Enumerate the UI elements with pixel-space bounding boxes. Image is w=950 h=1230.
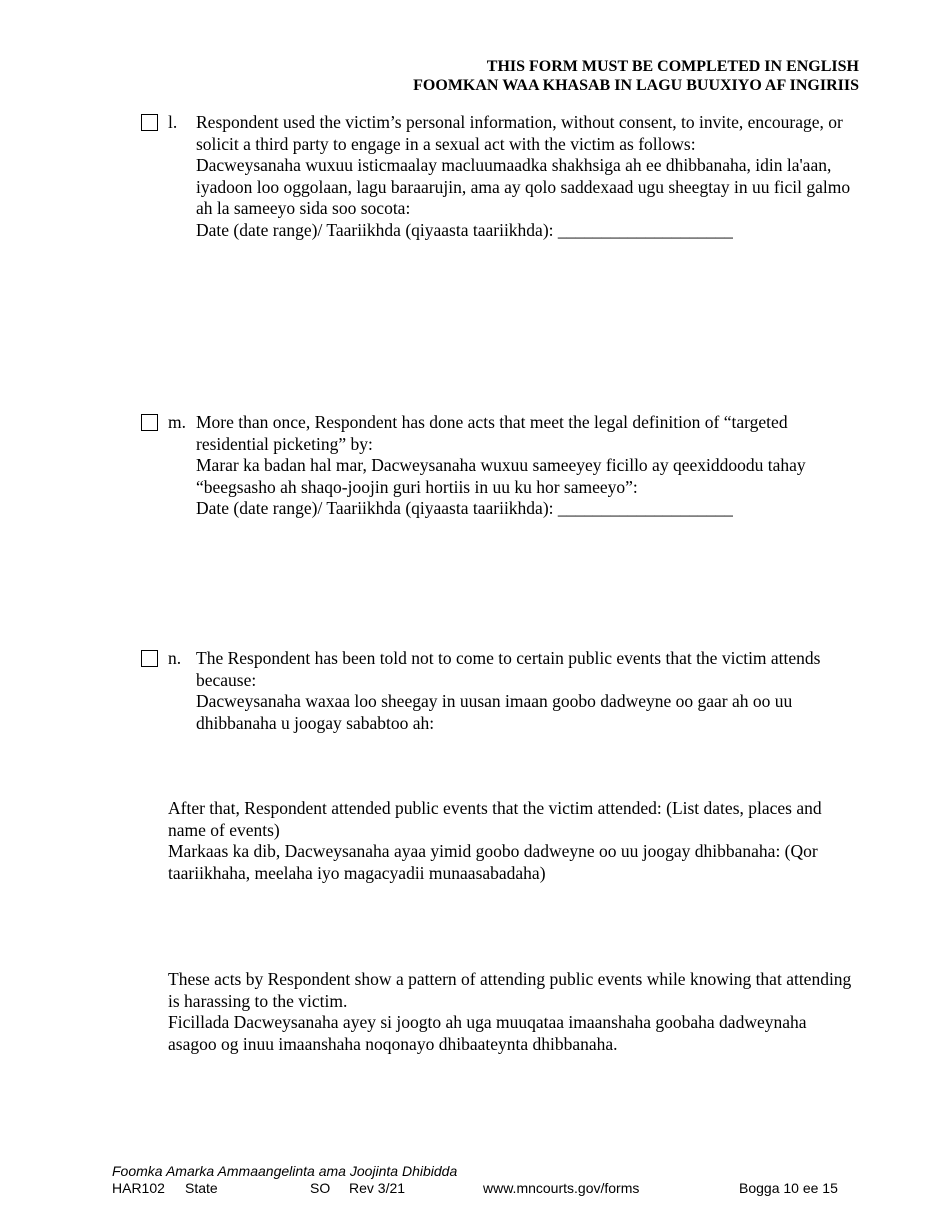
after-events-paragraph	[168, 798, 858, 884]
footer-meta-row	[112, 1180, 852, 1197]
item-n-english: The Respondent has been told not to come to certain public events that the victim attends because:	[196, 648, 821, 690]
after-events-english: After that, Respondent attended public events that the victim attended: (List dates, places and name of events)	[168, 798, 822, 840]
header-somali-notice: FOOMKAN WAA KHASAB IN LAGU BUUXIYO AF INGIRIIS	[413, 77, 859, 94]
item-m-letter: m.	[168, 412, 186, 432]
form-header	[413, 57, 859, 95]
item-l-somali: Dacweysanaha wuxuu isticmaalay macluumaadka shakhsiga ah ee dhibbanaha, idin la'aan, iyadoon loo oggolaan, lagu baraarujin, ama ay qolo saddexaad ugu sheegtay in uu ficil galmo ah la sameeyo sida soo socota:	[196, 155, 851, 218]
item-l-letter: l.	[168, 112, 178, 132]
item-m-checkbox[interactable]	[141, 414, 158, 431]
item-m-text	[196, 412, 856, 520]
footer-jurisdiction: State	[185, 1180, 218, 1196]
pattern-somali: Ficillada Dacweysanaha ayey si joogto ah uga muuqataa imaanshaha goobaha dadweynaha asagoo og inuu imaanshaha noqonayo dhibaateynta dhibbanaha.	[168, 1012, 807, 1054]
item-n-text	[196, 648, 856, 734]
item-m-somali: Marar ka badan hal mar, Dacweysanaha wuxuu sameeyey ficillo ay qeexiddoodu tahay “beegsasho ah shaqo-joojin guri hortiis in uu ku hor sameeyo”:	[196, 455, 806, 497]
item-m-date-field[interactable]: Date (date range)/ Taariikhda (qiyaasta taariikhda): ____________________	[196, 498, 733, 518]
footer-revision: Rev 3/21	[349, 1180, 406, 1196]
item-m-english: More than once, Respondent has done acts that meet the legal definition of “targeted residential picketing” by:	[196, 412, 788, 454]
item-n-checkbox[interactable]	[141, 650, 158, 667]
footer-form-code: HAR102	[112, 1180, 165, 1196]
footer-page-number: Bogga 10 ee 15	[739, 1180, 838, 1196]
item-l-checkbox[interactable]	[141, 114, 158, 131]
footer-url[interactable]: www.mncourts.gov/forms	[483, 1180, 640, 1196]
item-l-text	[196, 112, 856, 241]
header-english-notice: THIS FORM MUST BE COMPLETED IN ENGLISH	[486, 58, 859, 75]
footer-form-title: Foomka Amarka Ammaangelinta ama Joojinta Dhibidda	[112, 1163, 458, 1179]
pattern-paragraph	[168, 969, 858, 1055]
item-l-date-field[interactable]: Date (date range)/ Taariikhda (qiyaasta taariikhda): ____________________	[196, 219, 733, 240]
page-footer	[112, 1163, 852, 1197]
item-l-english: Respondent used the victim’s personal information, without consent, to invite, encourage, or solicit a third party to engage in a sexual act with the victim as follows:	[196, 112, 843, 154]
pattern-english: These acts by Respondent show a pattern of attending public events while knowing that attending is harassing to the victim.	[168, 969, 852, 1011]
item-n-somali: Dacweysanaha waxaa loo sheegay in uusan imaan goobo dadweyne oo gaar ah oo uu dhibbanaha u joogay sababtoo ah:	[196, 691, 793, 733]
footer-language: SO	[310, 1180, 331, 1196]
item-n-letter: n.	[168, 648, 182, 668]
after-events-somali: Markaas ka dib, Dacweysanaha ayaa yimid goobo dadweyne oo uu joogay dhibbanaha: (Qor taariikhaha, meelaha iyo magacyadii munaasabadaha)	[168, 841, 818, 883]
